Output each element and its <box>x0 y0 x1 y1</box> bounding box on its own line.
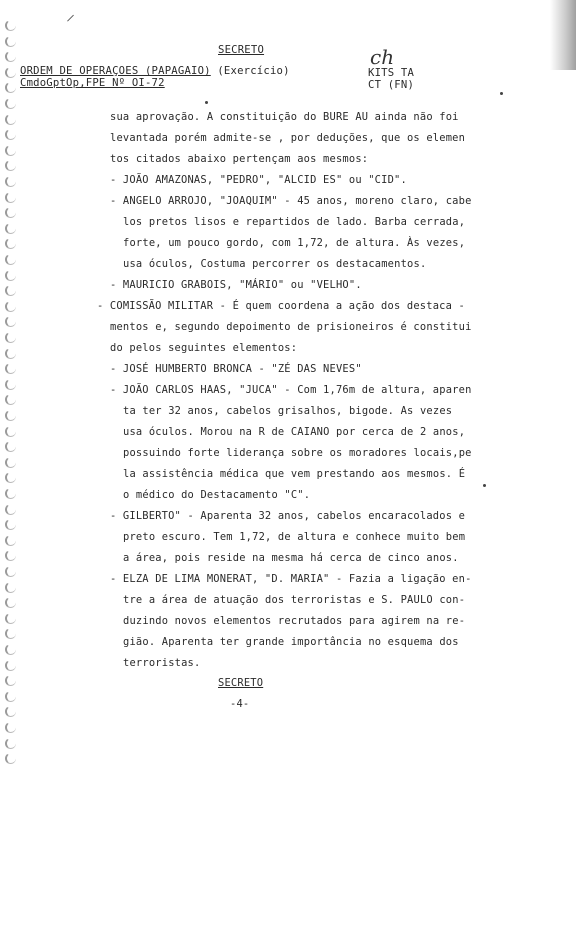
body-line: o médico do Destacamento "C". <box>123 489 311 501</box>
binder-hole <box>5 129 16 140</box>
binder-hole <box>5 706 16 717</box>
binder-hole <box>5 332 16 343</box>
body-line: - ELZA DE LIMA MONERAT, "D. MARIA" - Fazia a ligação en- <box>110 573 472 585</box>
binder-hole <box>5 519 16 530</box>
body-line: - COMISSÃO MILITAR - É quem coordena a ação dos destaca - <box>97 300 465 312</box>
binder-hole <box>5 597 16 608</box>
classification-top: SECRETO <box>218 44 265 56</box>
body-line: tre a área de atuação dos terroristas e S. PAULO con- <box>123 594 466 606</box>
binder-hole <box>5 628 16 639</box>
doc-title <box>20 65 290 77</box>
binder-hole <box>5 98 16 109</box>
binder-hole <box>5 270 16 281</box>
body-line: a área, pois reside na mesma há cerca de cinco anos. <box>123 552 459 564</box>
binder-hole <box>5 82 16 93</box>
binder-hole <box>5 67 16 78</box>
body-line: - MAURICIO GRABOIS, "MÁRIO" ou "VELHO". <box>110 279 362 291</box>
binder-hole <box>5 192 16 203</box>
body-line: la assistência médica que vem prestando aos mesmos. É <box>123 468 466 480</box>
body-line: - ANGELO ARROJO, "JOAQUIM" - 45 anos, moreno claro, cabe <box>110 195 472 207</box>
body-line: preto escuro. Tem 1,72, de altura e conhece muito bem <box>123 531 466 543</box>
binder-hole <box>5 348 16 359</box>
binder-hole <box>5 160 16 171</box>
body-line: ta ter 32 anos, cabelos grisalhos, bigode. As vezes <box>123 405 453 417</box>
binder-hole <box>5 441 16 452</box>
binder-hole <box>5 254 16 265</box>
binder-holes <box>2 20 16 780</box>
speck <box>500 92 503 95</box>
binder-hole <box>5 691 16 702</box>
binder-hole <box>5 753 16 764</box>
body-line: possuindo forte liderança sobre os moradores locais,pe <box>123 447 472 459</box>
body-line: los pretos lisos e repartidos de lado. Barba cerrada, <box>123 216 466 228</box>
classification-bottom: SECRETO <box>218 677 264 689</box>
speck <box>483 484 486 487</box>
binder-hole <box>5 36 16 47</box>
binder-hole <box>5 285 16 296</box>
staple-mark: ⸝ <box>66 4 75 25</box>
binder-hole <box>5 316 16 327</box>
binder-hole <box>5 207 16 218</box>
binder-hole <box>5 379 16 390</box>
binder-hole <box>5 613 16 624</box>
distribution-line-1: KITS TA <box>368 67 415 79</box>
binder-hole <box>5 238 16 249</box>
binder-hole <box>5 426 16 437</box>
binder-hole <box>5 582 16 593</box>
body-line: sua aprovação. A constituição do BURE AU ainda não foi <box>110 111 459 123</box>
binder-hole <box>5 145 16 156</box>
binder-hole <box>5 644 16 655</box>
body-line: - JOSÉ HUMBERTO BRONCA - "ZÉ DAS NEVES" <box>110 363 362 375</box>
page-number: -4- <box>230 698 250 710</box>
doc-reference: CmdoGptOp,FPE Nº OI-72 <box>20 77 165 89</box>
binder-hole <box>5 472 16 483</box>
binder-hole <box>5 223 16 234</box>
binder-hole <box>5 363 16 374</box>
binder-hole <box>5 20 16 31</box>
body-line: - JOÃO CARLOS HAAS, "JUCA" - Com 1,76m de altura, aparen <box>110 384 472 396</box>
binder-hole <box>5 176 16 187</box>
body-line: duzindo novos elementos recrutados para agirem na re- <box>123 615 466 627</box>
body-line: - JOÃO AMAZONAS, "PEDRO", "ALCID ES" ou "CID". <box>110 174 407 186</box>
scan-smudge <box>550 0 576 70</box>
binder-hole <box>5 394 16 405</box>
distribution-line-2: CT (FN) <box>368 79 415 91</box>
doc-title-text: ORDEM DE OPERAÇOES (PAPAGAIO) <box>20 65 211 77</box>
doc-title-suffix: (Exercício) <box>217 65 290 77</box>
handwritten-initials: ch <box>370 45 395 69</box>
binder-hole <box>5 738 16 749</box>
binder-hole <box>5 722 16 733</box>
body-line: - GILBERTO" - Aparenta 32 anos, cabelos encaracolados e <box>110 510 466 522</box>
body-line: usa óculos, Costuma percorrer os destacamentos. <box>123 258 427 270</box>
binder-hole <box>5 550 16 561</box>
body-line: levantada porém admite-se , por deduções, que os elemen <box>110 132 466 144</box>
body-line: gião. Aparenta ter grande importância no esquema dos <box>123 636 459 648</box>
body-line: forte, um pouco gordo, com 1,72, de altura. Às vezes, <box>123 237 466 249</box>
binder-hole <box>5 660 16 671</box>
body-line: mentos e, segundo depoimento de prisioneiros é constitui <box>110 321 472 333</box>
binder-hole <box>5 675 16 686</box>
body-line: terroristas. <box>123 657 201 669</box>
binder-hole <box>5 457 16 468</box>
binder-hole <box>5 504 16 515</box>
body-line: do pelos seguintes elementos: <box>110 342 298 354</box>
binder-hole <box>5 488 16 499</box>
binder-hole <box>5 114 16 125</box>
body-line: usa óculos. Morou na R de CAIANO por cerca de 2 anos, <box>123 426 466 438</box>
binder-hole <box>5 410 16 421</box>
speck <box>205 101 208 104</box>
body-line: tos citados abaixo pertençam aos mesmos: <box>110 153 369 165</box>
binder-hole <box>5 301 16 312</box>
binder-hole <box>5 535 16 546</box>
binder-hole <box>5 51 16 62</box>
binder-hole <box>5 566 16 577</box>
